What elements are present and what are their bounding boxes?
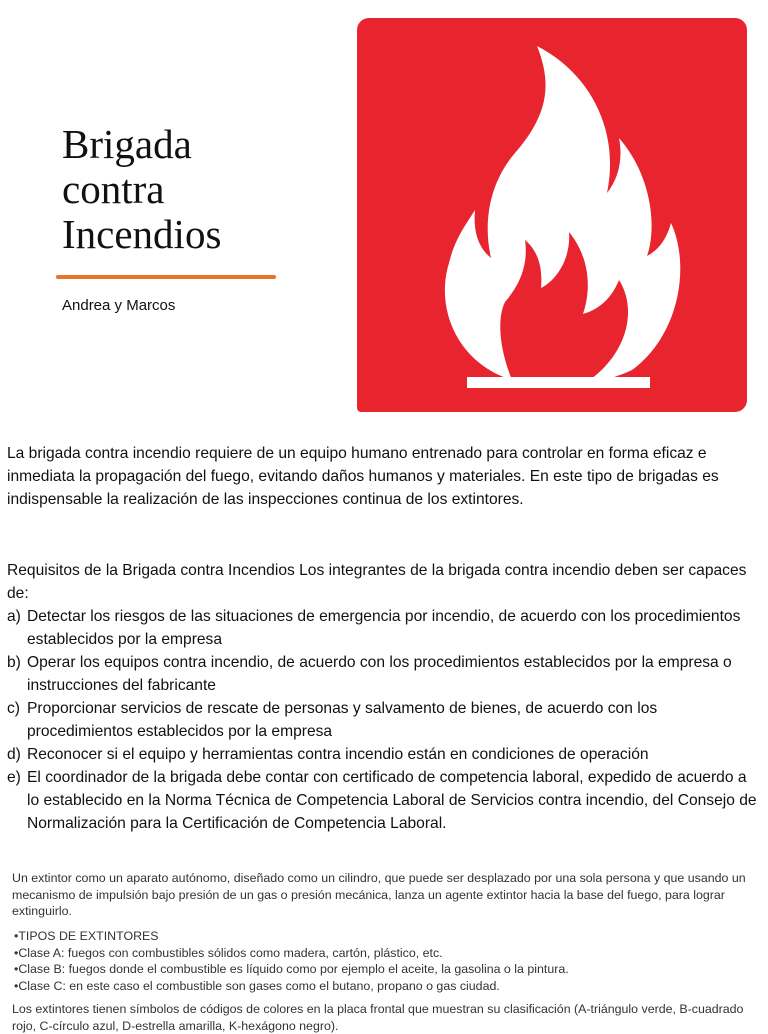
- fire-panel: [357, 18, 747, 412]
- title-line: Brigada: [62, 121, 192, 167]
- list-item-text: Detectar los riesgos de las situaciones de emergencia por incendio, de acuerdo con los procedimientos establecidos por la empresa: [27, 608, 741, 648]
- requirements-list: [7, 605, 762, 835]
- extintor-definition: Un extintor como un aparato autónomo, diseñado como un cilindro, que puede ser desplazado por una sola persona y que usando un mecanismo de impulsión bajo presión de un gas o presión mecánica, lanza un agente extintor hacia la base del fuego, para lograr extinguirlo.: [12, 871, 746, 918]
- extintor-types: [14, 928, 754, 994]
- list-item-text: Operar los equipos contra incendio, de acuerdo con los procedimientos establecidos por la empresa o instrucciones del fabricante: [27, 654, 732, 694]
- list-item-text: El coordinador de la brigada debe contar con certificado de competencia laboral, expedido de acuerdo a lo establecido en la Norma Técnica de Competencia Laboral de Servicios contra incendio, del Consejo de Normalización para la Certificación de Competencia Laboral.: [27, 769, 757, 832]
- list-item: [7, 697, 762, 743]
- extintor-symbols: Los extintores tienen símbolos de códigos de colores en la placa frontal que muestran su clasificación (A-triángulo verde, B-cuadrado rojo, C-círculo azul, D-estrella amarilla, K-hexágono negro).: [12, 1002, 744, 1033]
- list-marker: e): [7, 769, 21, 786]
- list-item-text: Reconocer si el equipo y herramientas contra incendio están en condiciones de operación: [27, 746, 649, 763]
- list-marker: c): [7, 700, 20, 717]
- intro-paragraph: La brigada contra incendio requiere de un equipo humano entrenado para controlar en forma eficaz e inmediata la propagación del fuego, evitando daños humanos y materiales. En este tipo de brigadas es indispensable la realización de las inspecciones continua de los extintores.: [7, 445, 719, 508]
- extintor-type-line: •Clase B: fuegos donde el combustible es líquido como por ejemplo el aceite, la gasolina o la pintura.: [14, 962, 569, 976]
- list-item-text: Proporcionar servicios de rescate de personas y salvamento de bienes, de acuerdo con los procedimientos establecidos por la empresa: [27, 700, 658, 740]
- list-item: [7, 766, 762, 835]
- list-item: [7, 743, 762, 766]
- list-item: [7, 651, 762, 697]
- list-marker: d): [7, 746, 21, 763]
- title-line: contra: [62, 166, 165, 212]
- flame-icon: [357, 18, 747, 412]
- extintor-type-line: •TIPOS DE EXTINTORES: [14, 929, 159, 943]
- list-marker: b): [7, 654, 21, 671]
- authors: Andrea y Marcos: [62, 297, 176, 314]
- list-marker: a): [7, 608, 21, 625]
- extintor-type-line: •Clase C: en este caso el combustible son gases como el butano, propano o gas ciudad.: [14, 978, 500, 993]
- title-divider: [56, 275, 276, 279]
- page-title: [62, 122, 322, 257]
- title-line: Incendios: [62, 211, 222, 257]
- list-item: [7, 605, 762, 651]
- extintor-type-line: •Clase A: fuegos con combustibles sólidos como madera, cartón, plástico, etc.: [14, 945, 443, 960]
- requirements-intro: Requisitos de la Brigada contra Incendios Los integrantes de la brigada contra incendio deben ser capaces de:: [7, 562, 747, 602]
